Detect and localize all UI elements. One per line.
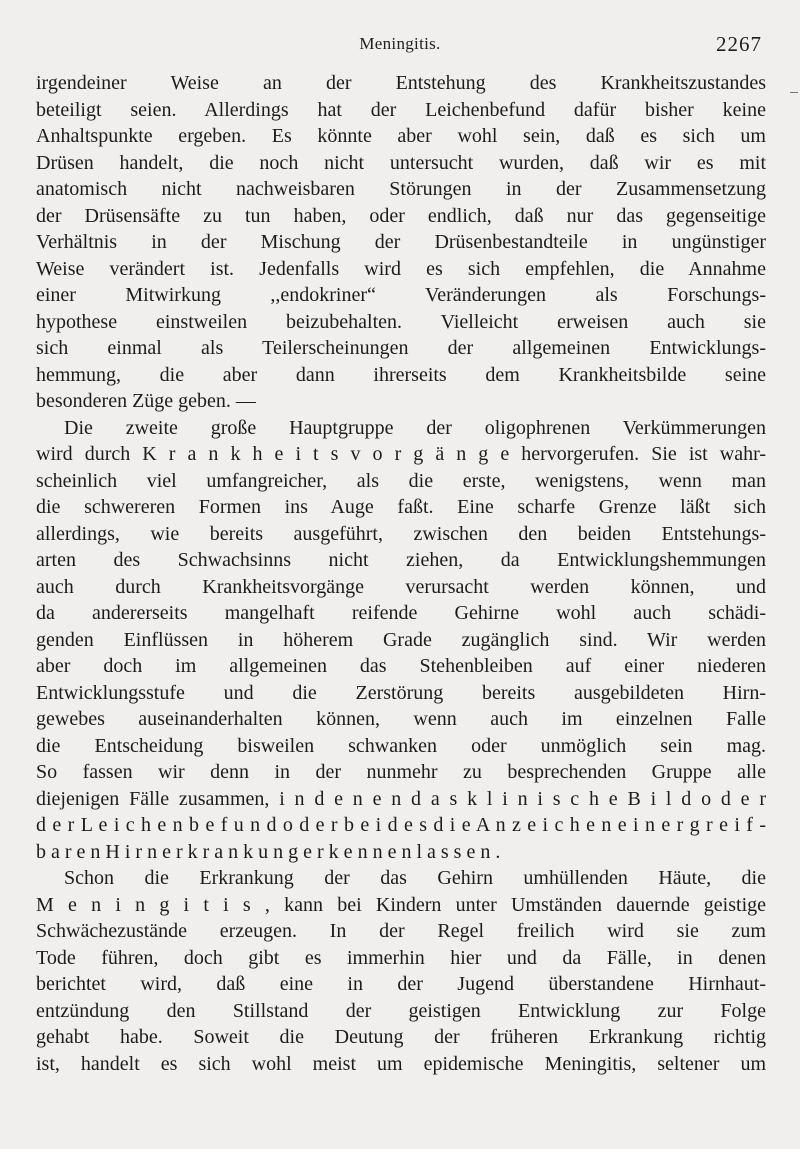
- text-line: allerdings, wie bereits ausgeführt, zwischen den beiden Entstehungs-: [36, 522, 766, 545]
- text-line: M e n i n g i t i s , kann bei Kindern unter Umständen dauernde geistige: [36, 893, 766, 916]
- text-line: sich einmal als Teilerscheinungen der allgemeinen Entwicklungs-: [36, 337, 766, 359]
- page-header: [36, 34, 764, 60]
- page-number: 2267: [716, 32, 762, 56]
- text-line: die schwereren Formen ins Auge faßt. Eine scharfe Grenze läßt sich: [36, 496, 766, 518]
- text-line: Schwächezustände erzeugen. In der Regel freilich wird sie zum: [36, 920, 766, 942]
- text-line: d e r L e i c h e n b e f u n d o d e r b e i d e s d i e A n z e i c h e n e i n e r g r e i f -: [36, 814, 766, 836]
- text-line: scheinlich viel umfangreicher, als die erste, wenigstens, wenn man: [36, 469, 766, 492]
- text-line: da andererseits mangelhaft reifende Gehirne wohl auch schädi-: [36, 602, 766, 624]
- text-line: diejenigen Fälle zusammen, i n d e n e n d a s k l i n i s c h e B i l d o d e r: [36, 787, 766, 810]
- text-line: ist, handelt es sich wohl meist um epidemische Meningitis, seltener um: [36, 1052, 766, 1075]
- text-line: aber doch im allgemeinen das Stehenbleiben auf einer niederen: [36, 655, 766, 677]
- text-line: gehabt habe. Soweit die Deutung der früheren Erkrankung richtig: [36, 1026, 766, 1048]
- text-line: Weise verändert ist. Jedenfalls wird es sich empfehlen, die Annahme: [36, 257, 766, 280]
- text-line: b a r e n H i r n e r k r a n k u n g e r k e n n e n l a s s e n .: [36, 840, 501, 863]
- margin-mark: [790, 92, 798, 93]
- text-line: Schon die Erkrankung der das Gehirn umhüllenden Häute, die: [64, 867, 766, 889]
- text-line: hypothese einstweilen beizubehalten. Vielleicht erweisen auch sie: [36, 310, 766, 333]
- text-line: beteiligt seien. Allerdings hat der Leichenbefund dafür bisher keine: [36, 98, 766, 121]
- text-line: Tode führen, doch gibt es immerhin hier und da Fälle, in denen: [36, 946, 766, 969]
- text-line: auch durch Krankheitsvorgänge verursacht werden können, und: [36, 575, 766, 598]
- text-line: wird durch K r a n k h e i t s v o r g ä n g e hervorgerufen. Sie ist wahr-: [36, 443, 766, 465]
- text-line: gewebes auseinanderhalten können, wenn auch im einzelnen Falle: [36, 708, 766, 730]
- text-line: Drüsen handelt, die noch nicht untersucht wurden, daß wir es mit: [36, 151, 766, 174]
- text-line: Entwicklungsstufe und die Zerstörung bereits ausgebildeten Hirn-: [36, 681, 766, 704]
- text-line: einer Mitwirkung ,,endokriner“ Veränderungen als Forschungs-: [36, 284, 766, 306]
- text-line: irgendeiner Weise an der Entstehung des Krankheitszustandes: [36, 72, 766, 94]
- text-line: entzündung den Stillstand der geistigen Entwicklung zur Folge: [36, 999, 766, 1022]
- body-text: [36, 70, 766, 1077]
- text-line: Anhaltspunkte ergeben. Es könnte aber wohl sein, daß es sich um: [36, 125, 766, 147]
- text-line: besonderen Züge geben. —: [36, 390, 256, 412]
- text-line: die Entscheidung bisweilen schwanken oder unmöglich sein mag.: [36, 734, 766, 757]
- running-head: Meningitis.: [359, 34, 441, 53]
- text-line: Die zweite große Hauptgruppe der oligophrenen Verkümmerungen: [64, 416, 766, 439]
- text-line: Verhältnis in der Mischung der Drüsenbestandteile in ungünstiger: [36, 231, 766, 253]
- text-line: der Drüsensäfte zu tun haben, oder endlich, daß nur das gegenseitige: [36, 204, 766, 227]
- text-line: arten des Schwachsinns nicht ziehen, da Entwicklungshemmungen: [36, 549, 766, 571]
- text-line: genden Einflüssen in höherem Grade zugänglich sind. Wir werden: [36, 628, 766, 651]
- text-line: anatomisch nicht nachweisbaren Störungen in der Zusammensetzung: [36, 178, 766, 200]
- text-line: So fassen wir denn in der nunmehr zu besprechenden Gruppe alle: [36, 761, 766, 783]
- text-line: berichtet wird, daß eine in der Jugend überstandene Hirnhaut-: [36, 973, 766, 995]
- text-line: hemmung, die aber dann ihrerseits dem Krankheitsbilde seine: [36, 363, 766, 386]
